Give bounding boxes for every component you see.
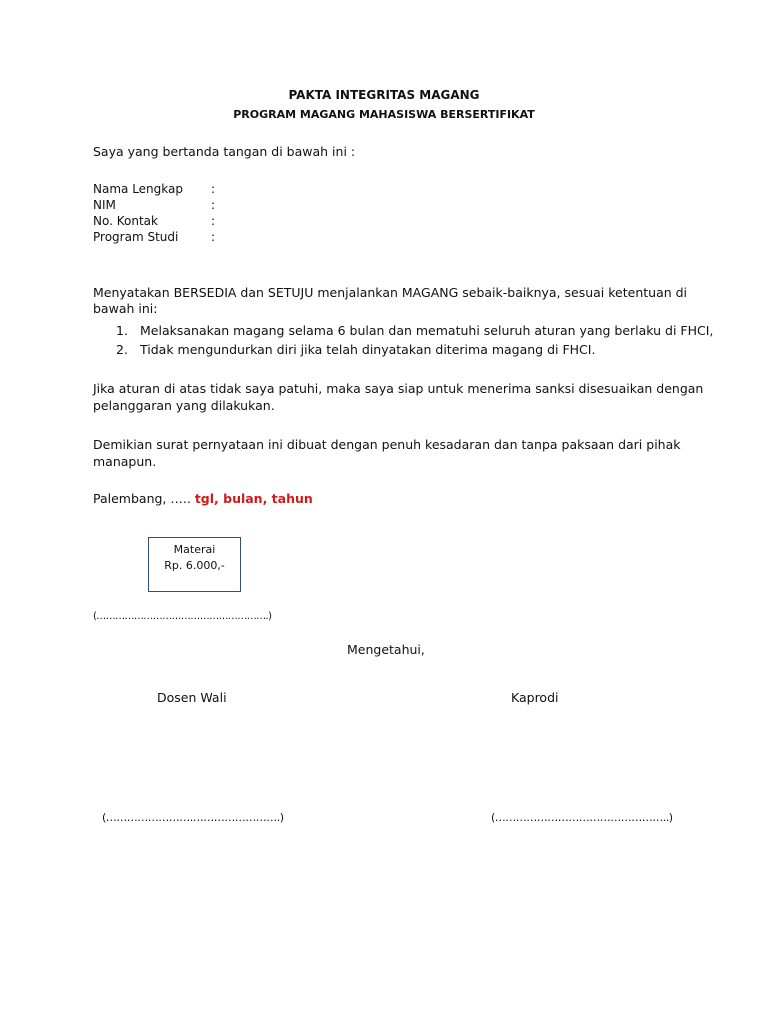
date-placeholder: tgl, bulan, tahun	[194, 491, 313, 506]
list-number: 1.	[116, 323, 128, 338]
field-colon: :	[211, 214, 216, 228]
list-item	[116, 323, 713, 338]
dosen-wali-signature-line: (…………………….…………………….)	[102, 811, 284, 824]
place-date	[93, 491, 313, 506]
materai-label: Materai	[173, 543, 216, 556]
field-label-contact: No. Kontak	[93, 214, 158, 228]
signer-signature-line: (……………………………………………….)	[93, 611, 272, 622]
closing-line-1: Demikian surat pernyataan ini dibuat dengan penuh kesadaran dan tanpa paksaan dari pihak	[93, 437, 681, 452]
document-title: PAKTA INTEGRITAS MAGANG	[288, 88, 480, 102]
list-item	[116, 342, 595, 357]
materai-stamp-box	[148, 537, 241, 592]
field-label-program: Program Studi	[93, 230, 179, 244]
place-prefix: Palembang, …..	[93, 491, 191, 506]
field-colon: :	[211, 198, 216, 212]
statement-line-2: bawah ini:	[93, 301, 158, 316]
list-number: 2.	[116, 342, 128, 357]
field-label-nim: NIM	[93, 198, 116, 212]
sanction-line-2: pelanggaran yang dilakukan.	[93, 398, 275, 413]
acknowledge-text: Mengetahui,	[347, 642, 425, 657]
document-subtitle: PROGRAM MAGANG MAHASISWA BERSERTIFIKAT	[233, 108, 535, 121]
closing-line-2: manapun.	[93, 454, 157, 469]
sanction-line-1: Jika aturan di atas tidak saya patuhi, maka saya siap untuk menerima sanksi disesuaikan dengan	[93, 381, 704, 396]
field-colon: :	[211, 230, 216, 244]
kaprodi-signature-line: (…………………………………………..)	[491, 811, 673, 824]
field-colon: :	[211, 182, 216, 196]
kaprodi-label: Kaprodi	[511, 690, 559, 705]
list-text: Tidak mengundurkan diri jika telah dinyatakan diterima magang di FHCI.	[140, 342, 596, 357]
field-label-name: Nama Lengkap	[93, 182, 183, 196]
materai-amount: Rp. 6.000,-	[164, 559, 225, 572]
dosen-wali-label: Dosen Wali	[157, 690, 227, 705]
intro-text: Saya yang bertanda tangan di bawah ini :	[93, 144, 356, 159]
statement-line-1: Menyatakan BERSEDIA dan SETUJU menjalankan MAGANG sebaik-baiknya, sesuai ketentuan di	[93, 285, 688, 300]
list-text: Melaksanakan magang selama 6 bulan dan mematuhi seluruh aturan yang berlaku di FHCI,	[140, 323, 714, 338]
